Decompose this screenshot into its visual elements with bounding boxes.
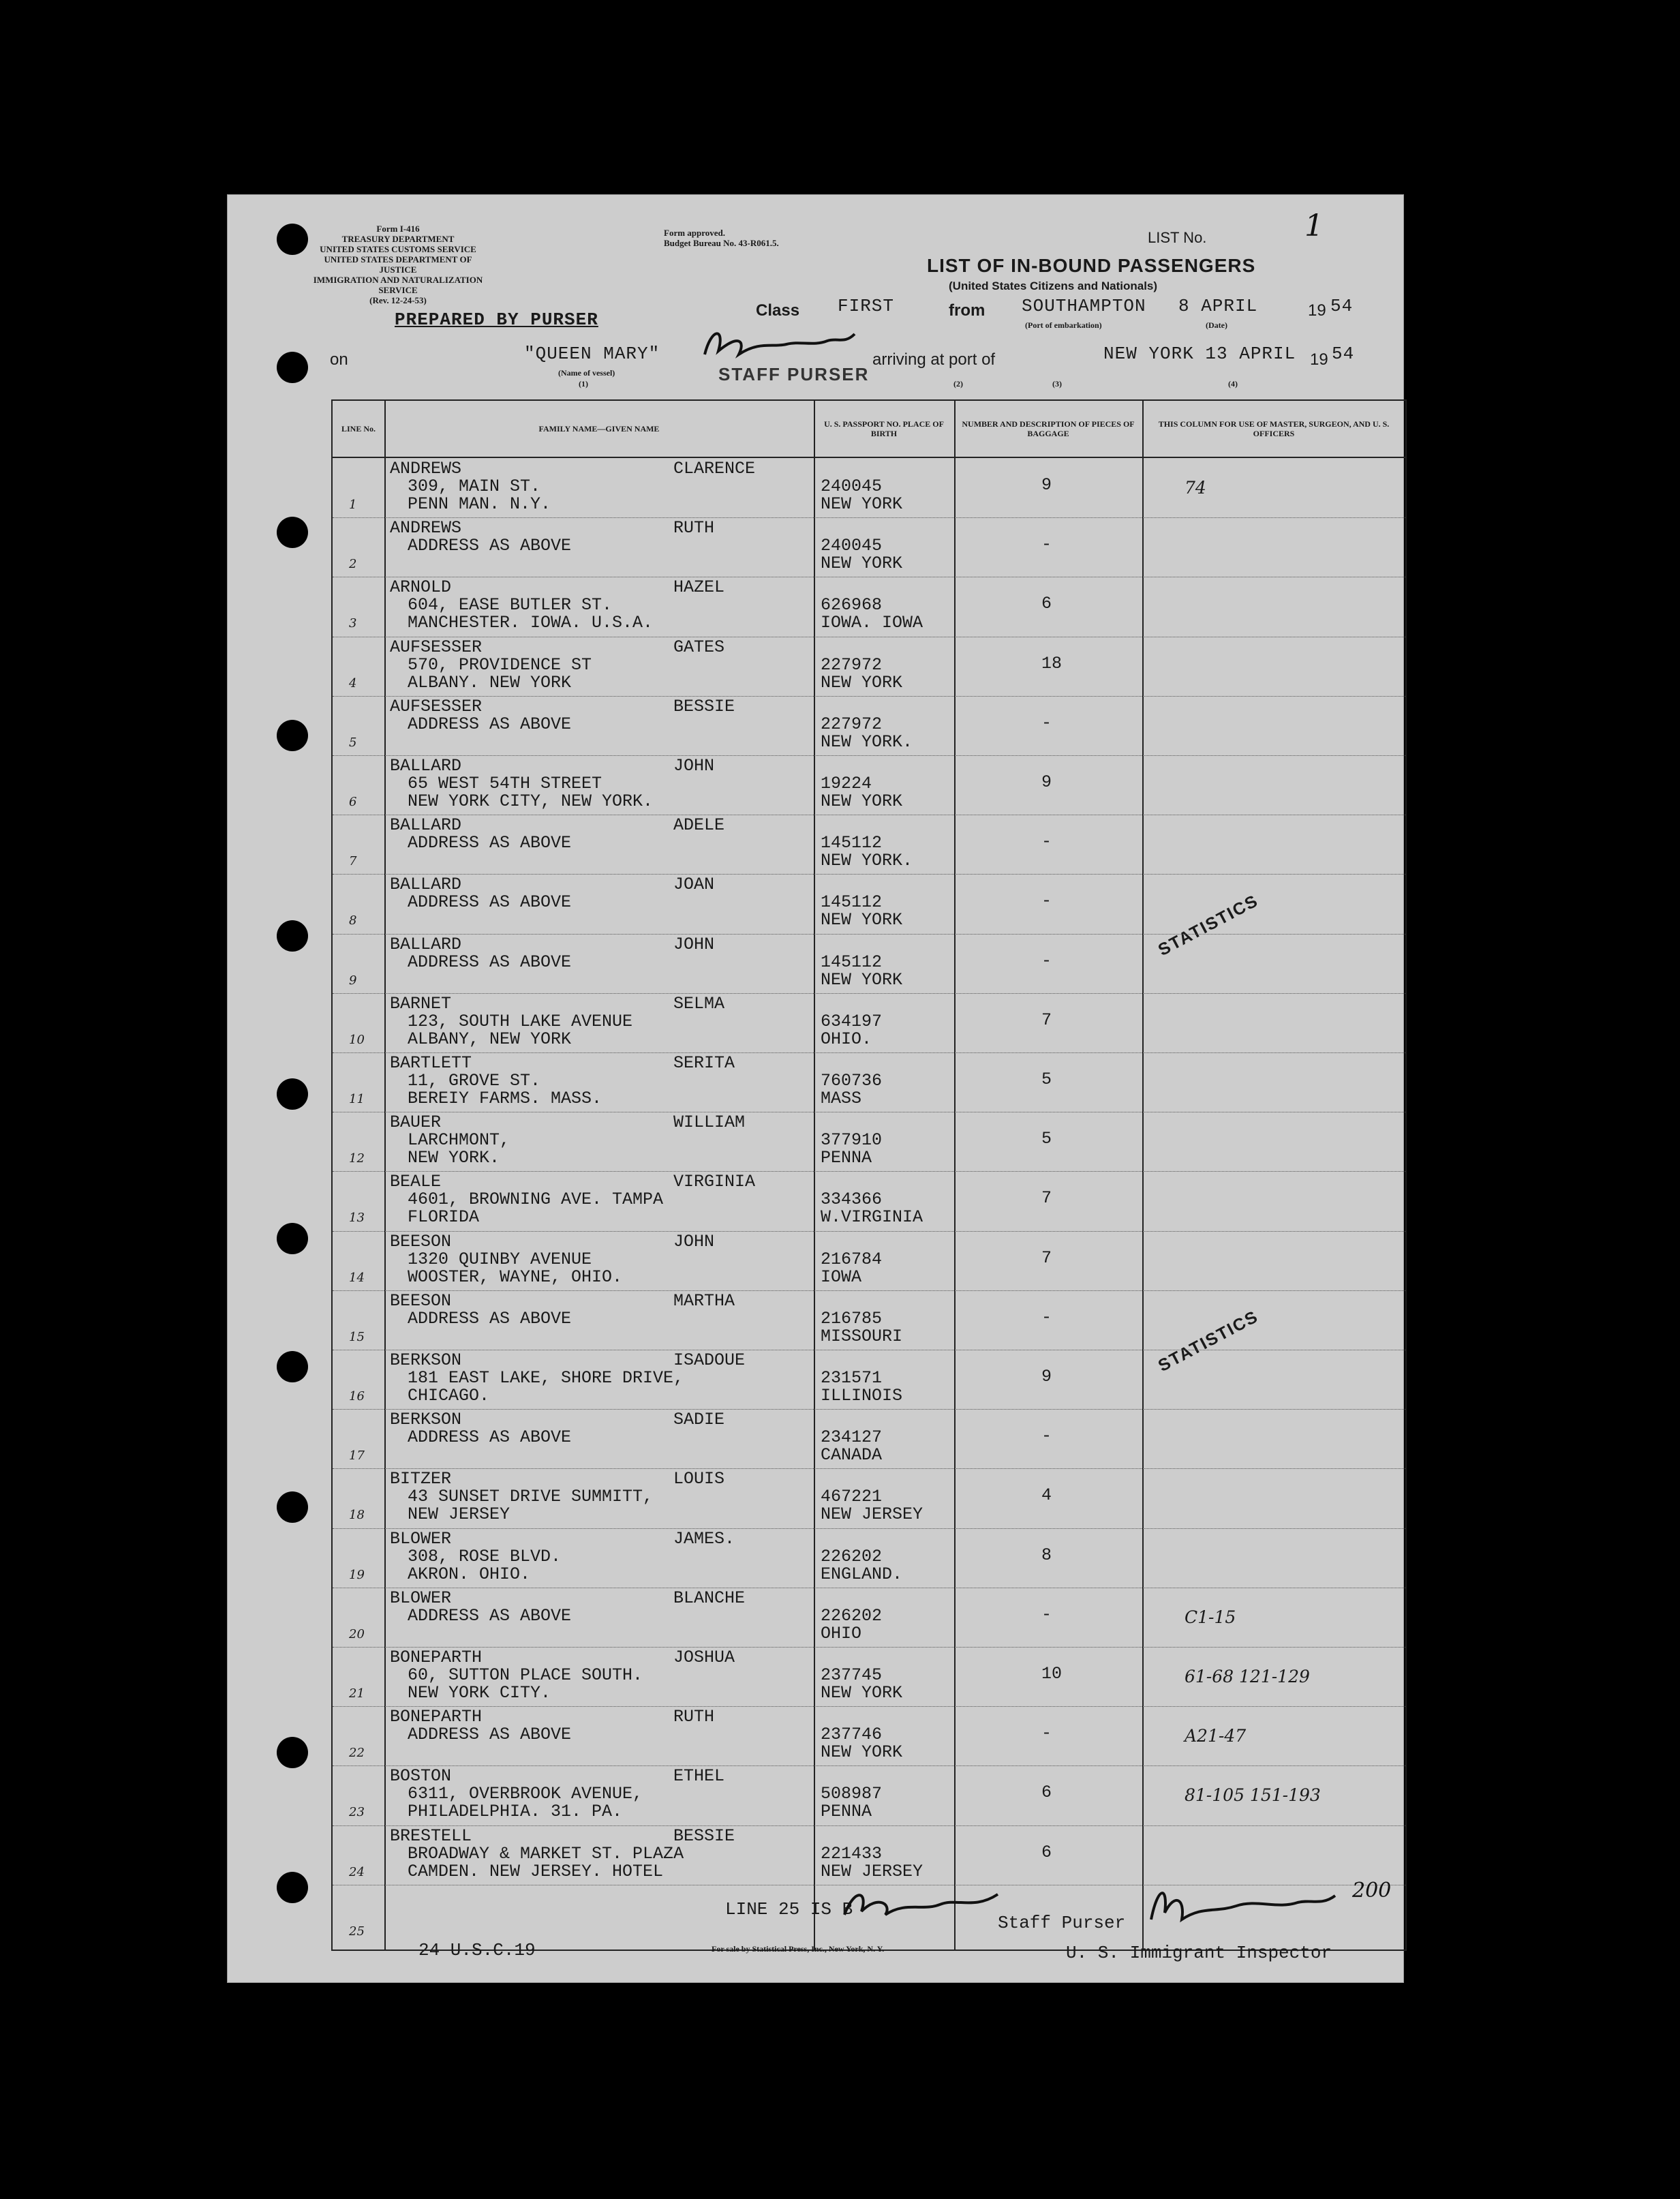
address-line-1: 123, SOUTH LAKE AVENUE bbox=[408, 1011, 633, 1031]
family-name: BERKSON bbox=[390, 1350, 462, 1370]
place-of-birth: NEW YORK bbox=[821, 910, 903, 930]
place-of-birth: NEW YORK bbox=[821, 553, 903, 574]
passport-number: 221433 bbox=[821, 1843, 883, 1864]
place-of-birth: NEW YORK bbox=[821, 969, 903, 990]
line-number: 16 bbox=[349, 1389, 365, 1404]
baggage-count: - bbox=[1041, 1307, 1052, 1327]
col-header-officers: THIS COLUMN FOR USE OF MASTER, SURGEON, AND U. S. OFFICERS bbox=[1158, 419, 1390, 438]
given-name: JAMES. bbox=[673, 1528, 735, 1549]
line-number: 12 bbox=[349, 1151, 365, 1166]
family-name: BEESON bbox=[390, 1290, 452, 1311]
family-name: AUFSESSER bbox=[390, 637, 483, 657]
row-divider bbox=[333, 993, 1405, 994]
passport-number: 216785 bbox=[821, 1308, 883, 1329]
handwritten-amount: 200 bbox=[1352, 1879, 1392, 1902]
press-credit: For sale by Statistical Press, Inc., New York, N. Y. bbox=[712, 1944, 885, 1954]
place-of-birth: NEW YORK bbox=[821, 494, 903, 514]
line-number: 23 bbox=[349, 1805, 365, 1820]
place-of-birth: ILLINOIS bbox=[821, 1386, 903, 1406]
place-of-birth: IOWA. IOWA bbox=[821, 613, 923, 633]
address-line-1: ADDRESS AS ABOVE bbox=[408, 952, 572, 972]
address-line-1: ADDRESS AS ABOVE bbox=[408, 1605, 572, 1626]
vessel-caption: (Name of vessel) bbox=[558, 368, 615, 378]
family-name: BEESON bbox=[390, 1231, 452, 1252]
passport-number: 226202 bbox=[821, 1546, 883, 1566]
passport-number: 508987 bbox=[821, 1784, 883, 1804]
line-number: 7 bbox=[349, 854, 357, 869]
binder-hole bbox=[277, 1078, 308, 1110]
line-number: 17 bbox=[349, 1449, 365, 1464]
officer-note: 81-105 151-193 bbox=[1185, 1785, 1321, 1806]
address-line-1: 309, MAIN ST. bbox=[408, 476, 541, 496]
col-header-name: FAMILY NAME—GIVEN NAME bbox=[538, 424, 660, 434]
family-name: ANDREWS bbox=[390, 518, 462, 539]
officer-note: 61-68 121-129 bbox=[1185, 1667, 1310, 1686]
address-line-2: ALBANY. NEW YORK bbox=[408, 672, 572, 693]
passport-number: 634197 bbox=[821, 1011, 883, 1031]
arrival-port-date: NEW YORK 13 APRIL bbox=[1103, 344, 1296, 364]
place-of-birth: MASS bbox=[821, 1089, 862, 1108]
given-name: ISADOUE bbox=[673, 1350, 746, 1370]
passport-number: 626968 bbox=[821, 595, 883, 616]
given-name: CLARENCE bbox=[673, 459, 756, 479]
place-of-birth: PENNA bbox=[821, 1148, 872, 1168]
baggage-count: 7 bbox=[1041, 1188, 1052, 1209]
line-number: 11 bbox=[349, 1092, 365, 1106]
staff-purser-stamp: STAFF PURSER bbox=[718, 364, 870, 384]
address-line-1: 1320 QUINBY AVENUE bbox=[408, 1249, 592, 1269]
caption-1: (1) bbox=[579, 379, 588, 389]
line-number: 6 bbox=[349, 795, 357, 809]
baggage-count: - bbox=[1041, 1426, 1052, 1446]
family-name: BERKSON bbox=[390, 1410, 462, 1430]
given-name: JOSHUA bbox=[673, 1648, 735, 1667]
passport-number: 377910 bbox=[821, 1130, 883, 1151]
vessel-name: "QUEEN MARY" bbox=[524, 344, 660, 364]
baggage-count: 9 bbox=[1041, 1367, 1052, 1386]
baggage-count: 6 bbox=[1041, 1842, 1052, 1862]
row-divider bbox=[333, 1290, 1405, 1291]
place-of-birth: IOWA bbox=[821, 1267, 862, 1287]
document-title: LIST OF IN-BOUND PASSENGERS bbox=[927, 255, 1256, 276]
given-name: RUTH bbox=[673, 1707, 715, 1727]
line-number: 5 bbox=[349, 735, 357, 750]
family-name: BITZER bbox=[390, 1469, 452, 1489]
address-line-1: ADDRESS AS ABOVE bbox=[408, 1308, 572, 1329]
family-name: BOSTON bbox=[390, 1766, 452, 1787]
passport-number: 19224 bbox=[821, 774, 872, 793]
address-line-1: 570, PROVIDENCE ST bbox=[408, 654, 592, 675]
row-divider bbox=[333, 1706, 1405, 1707]
caption-3: (3) bbox=[1052, 379, 1062, 389]
passport-number: 237745 bbox=[821, 1665, 883, 1685]
row-divider bbox=[333, 755, 1405, 756]
address-line-1: 604, EASE BUTLER ST. bbox=[408, 595, 613, 616]
address-line-1: 4601, BROWNING AVE. TAMPA bbox=[408, 1189, 664, 1210]
list-no-value: 1 bbox=[1304, 209, 1324, 243]
baggage-count: - bbox=[1041, 712, 1052, 733]
row-divider bbox=[333, 1231, 1405, 1232]
place-of-birth: MISSOURI bbox=[821, 1326, 903, 1346]
place-of-birth: NEW YORK bbox=[821, 1683, 903, 1703]
line-number: 21 bbox=[349, 1686, 365, 1701]
passport-number: 760736 bbox=[821, 1071, 883, 1091]
family-name: ANDREWS bbox=[390, 459, 462, 479]
line-number: 3 bbox=[349, 616, 357, 631]
family-name: BLOWER bbox=[390, 1528, 452, 1549]
family-name: BALLARD bbox=[390, 756, 462, 776]
passport-number: 334366 bbox=[821, 1189, 883, 1210]
arrival-year: 54 bbox=[1332, 344, 1355, 364]
place-of-birth: NEW JERSEY bbox=[821, 1504, 923, 1525]
address-line-2: CHICAGO. bbox=[408, 1386, 490, 1406]
row-divider bbox=[333, 1052, 1405, 1053]
row-divider bbox=[333, 1765, 1405, 1766]
baggage-count: - bbox=[1041, 1604, 1052, 1624]
line-number: 20 bbox=[349, 1626, 365, 1641]
given-name: BESSIE bbox=[673, 1825, 735, 1846]
given-name: JOHN bbox=[673, 934, 715, 954]
place-of-birth: NEW YORK. bbox=[821, 731, 913, 752]
passport-number: 240045 bbox=[821, 476, 883, 496]
row-divider bbox=[333, 1825, 1405, 1826]
baggage-count: 9 bbox=[1041, 772, 1052, 792]
given-name: BESSIE bbox=[673, 696, 735, 716]
form-approval: Form approved. Budget Bureau No. 43-R061.5. bbox=[664, 228, 779, 248]
address-line-2: NEW YORK CITY. bbox=[408, 1683, 551, 1703]
place-of-birth: OHIO bbox=[821, 1623, 862, 1643]
passport-number: 240045 bbox=[821, 536, 883, 556]
line-number: 13 bbox=[349, 1211, 365, 1226]
address-line-2: PENN MAN. N.Y. bbox=[408, 494, 551, 514]
given-name: ETHEL bbox=[673, 1766, 725, 1787]
line-number: 18 bbox=[349, 1508, 365, 1523]
address-line-1: 6311, OVERBROOK AVENUE, bbox=[408, 1784, 643, 1804]
law-reference: 24 U.S.C.19 bbox=[418, 1940, 536, 1960]
passport-number: 145112 bbox=[821, 952, 883, 972]
address-line-2: WOOSTER, WAYNE, OHIO. bbox=[408, 1267, 623, 1287]
passport-number: 216784 bbox=[821, 1249, 883, 1269]
place-of-birth: CANADA bbox=[821, 1445, 883, 1466]
passport-number: 467221 bbox=[821, 1487, 883, 1507]
baggage-count: - bbox=[1041, 950, 1052, 971]
family-name: BONEPARTH bbox=[390, 1707, 483, 1727]
family-name: BALLARD bbox=[390, 815, 462, 836]
address-line-1: BROADWAY & MARKET ST. PLAZA bbox=[408, 1843, 684, 1864]
address-line-1: 308, ROSE BLVD. bbox=[408, 1546, 562, 1566]
passport-number: 145112 bbox=[821, 892, 883, 913]
address-line-1: ADDRESS AS ABOVE bbox=[408, 536, 572, 556]
document-page bbox=[227, 194, 1404, 1983]
place-of-birth: NEW YORK bbox=[821, 1742, 903, 1763]
address-line-2: ALBANY, NEW YORK bbox=[408, 1029, 572, 1049]
row-divider bbox=[333, 1409, 1405, 1410]
baggage-count: 9 bbox=[1041, 475, 1052, 495]
baggage-count: 7 bbox=[1041, 1010, 1052, 1030]
inspector-label: U. S. Immigrant Inspector bbox=[1066, 1943, 1332, 1963]
baggage-count: 6 bbox=[1041, 594, 1052, 614]
col-header-line: LINE No. bbox=[341, 424, 376, 434]
passport-number: 226202 bbox=[821, 1605, 883, 1626]
passport-number: 227972 bbox=[821, 714, 883, 734]
given-name: GATES bbox=[673, 637, 725, 657]
baggage-count: 6 bbox=[1041, 1783, 1052, 1803]
family-name: ARNOLD bbox=[390, 577, 452, 598]
date-caption: (Date) bbox=[1206, 320, 1227, 330]
row-divider bbox=[333, 517, 1405, 518]
staff-purser-label: Staff Purser bbox=[998, 1913, 1126, 1933]
passport-number: 227972 bbox=[821, 654, 883, 675]
passport-number: 231571 bbox=[821, 1368, 883, 1388]
given-name: VIRGINIA bbox=[673, 1172, 756, 1192]
given-name: WILLIAM bbox=[673, 1112, 746, 1133]
passport-number: 237746 bbox=[821, 1725, 883, 1745]
address-line-2: BEREIY FARMS. MASS. bbox=[408, 1089, 602, 1108]
line-number: 14 bbox=[349, 1270, 365, 1285]
address-line-1: 11, GROVE ST. bbox=[408, 1071, 541, 1091]
line-number: 15 bbox=[349, 1329, 365, 1344]
passport-number: 145112 bbox=[821, 833, 883, 853]
given-name: BLANCHE bbox=[673, 1588, 746, 1608]
line-number: 25 bbox=[349, 1924, 365, 1939]
line25-note: LINE 25 IS B bbox=[725, 1899, 853, 1920]
address-line-1: ADDRESS AS ABOVE bbox=[408, 714, 572, 734]
binder-hole bbox=[277, 1351, 308, 1382]
col-header-passport: U. S. PASSPORT NO. PLACE OF BIRTH bbox=[824, 419, 944, 438]
family-name: BARTLETT bbox=[390, 1053, 472, 1073]
address-line-1: 43 SUNSET DRIVE SUMMITT, bbox=[408, 1487, 654, 1507]
line-number: 10 bbox=[349, 1032, 365, 1047]
binder-hole bbox=[277, 1872, 308, 1903]
binder-hole bbox=[277, 517, 308, 548]
line-number: 1 bbox=[349, 498, 357, 512]
line-number: 4 bbox=[349, 676, 357, 691]
passenger-table bbox=[331, 399, 1407, 1951]
row-divider bbox=[333, 1468, 1405, 1469]
col-header-baggage: NUMBER AND DESCRIPTION OF PIECES OF BAGGAGE bbox=[962, 419, 1135, 438]
officer-note: STATISTICS bbox=[1155, 890, 1262, 960]
from-label: from bbox=[949, 301, 986, 320]
family-name: AUFSESSER bbox=[390, 696, 483, 716]
given-name: SERITA bbox=[673, 1053, 735, 1073]
binder-hole bbox=[277, 1223, 308, 1254]
baggage-count: 10 bbox=[1041, 1664, 1063, 1684]
address-line-1: ADDRESS AS ABOVE bbox=[408, 833, 572, 853]
row-divider bbox=[333, 696, 1405, 697]
line-number: 19 bbox=[349, 1567, 365, 1582]
given-name: LOUIS bbox=[673, 1469, 725, 1489]
address-line-1: ADDRESS AS ABOVE bbox=[408, 892, 572, 913]
caption-4: (4) bbox=[1228, 379, 1238, 389]
line-number: 9 bbox=[349, 973, 357, 988]
inspector-signature bbox=[1148, 1879, 1339, 1939]
embark-year: 54 bbox=[1330, 296, 1354, 316]
address-line-2: FLORIDA bbox=[408, 1207, 480, 1228]
prepared-by: PREPARED BY PURSER bbox=[395, 309, 598, 330]
form-agency-block: Form I-416 TREASURY DEPARTMENT UNITED STATES CUSTOMS SERVICE UNITED STATES DEPARTMENT OF JUSTICE IMMIGRATION AND NATURALIZATION SERVICE (Rev. 12-24-53) bbox=[313, 224, 483, 305]
baggage-count: - bbox=[1041, 891, 1052, 911]
family-name: BRESTELL bbox=[390, 1825, 472, 1846]
embark-year-prefix: 19 bbox=[1308, 301, 1326, 320]
class-value: FIRST bbox=[838, 296, 895, 316]
line-number: 24 bbox=[349, 1864, 365, 1879]
address-line-1: 181 EAST LAKE, SHORE DRIVE, bbox=[408, 1368, 684, 1388]
baggage-count: 8 bbox=[1041, 1545, 1052, 1565]
line-number: 22 bbox=[349, 1746, 365, 1761]
officer-note: STATISTICS bbox=[1155, 1307, 1262, 1376]
binder-hole bbox=[277, 224, 308, 255]
officer-note: A21-47 bbox=[1185, 1726, 1247, 1746]
address-line-2: NEW JERSEY bbox=[408, 1504, 510, 1525]
place-of-birth: NEW YORK bbox=[821, 672, 903, 693]
binder-hole bbox=[277, 1491, 308, 1523]
place-of-birth: PENNA bbox=[821, 1802, 872, 1822]
row-divider bbox=[333, 874, 1405, 875]
row-divider bbox=[333, 1647, 1405, 1648]
family-name: BAUER bbox=[390, 1112, 442, 1133]
baggage-count: 7 bbox=[1041, 1247, 1052, 1268]
address-line-2: NEW YORK CITY, NEW YORK. bbox=[408, 791, 654, 811]
given-name: MARTHA bbox=[673, 1290, 735, 1311]
document-subtitle: (United States Citizens and Nationals) bbox=[949, 279, 1158, 292]
given-name: ADELE bbox=[673, 815, 725, 836]
officer-note: 74 bbox=[1185, 478, 1206, 498]
baggage-count: - bbox=[1041, 534, 1052, 555]
family-name: BEALE bbox=[390, 1172, 442, 1192]
family-name: BARNET bbox=[390, 993, 452, 1014]
address-line-2: PHILADELPHIA. 31. PA. bbox=[408, 1802, 623, 1822]
address-line-1: ADDRESS AS ABOVE bbox=[408, 1427, 572, 1448]
given-name: JOHN bbox=[673, 1231, 715, 1252]
purser-signature-footer bbox=[841, 1884, 1005, 1932]
address-line-2: MANCHESTER. IOWA. U.S.A. bbox=[408, 613, 654, 633]
place-of-birth: NEW YORK. bbox=[821, 851, 913, 871]
given-name: SELMA bbox=[673, 993, 725, 1014]
on-label: on bbox=[330, 350, 348, 369]
baggage-count: - bbox=[1041, 832, 1052, 852]
baggage-count: - bbox=[1041, 1723, 1052, 1744]
binder-hole bbox=[277, 1737, 308, 1768]
baggage-count: 5 bbox=[1041, 1070, 1052, 1089]
row-divider bbox=[333, 1528, 1405, 1529]
place-of-birth: ENGLAND. bbox=[821, 1564, 903, 1584]
caption-2: (2) bbox=[953, 379, 963, 389]
address-line-1: 60, SUTTON PLACE SOUTH. bbox=[408, 1665, 643, 1685]
list-no-label: LIST No. bbox=[1148, 229, 1207, 246]
family-name: BALLARD bbox=[390, 934, 462, 954]
family-name: BONEPARTH bbox=[390, 1648, 483, 1667]
line-number: 2 bbox=[349, 557, 357, 572]
address-line-2: AKRON. OHIO. bbox=[408, 1564, 531, 1584]
baggage-count: 5 bbox=[1041, 1129, 1052, 1149]
given-name: RUTH bbox=[673, 518, 715, 539]
baggage-count: 4 bbox=[1041, 1485, 1052, 1506]
line-number: 8 bbox=[349, 913, 357, 928]
family-name: BLOWER bbox=[390, 1588, 452, 1608]
given-name: JOAN bbox=[673, 875, 715, 895]
address-line-2: NEW YORK. bbox=[408, 1148, 500, 1168]
embark-date: 8 APRIL bbox=[1178, 296, 1258, 316]
given-name: SADIE bbox=[673, 1410, 725, 1430]
place-of-birth: W.VIRGINIA bbox=[821, 1207, 923, 1228]
class-label: Class bbox=[756, 301, 800, 320]
place-of-birth: OHIO. bbox=[821, 1029, 872, 1049]
row-divider bbox=[333, 1171, 1405, 1172]
baggage-count: 18 bbox=[1041, 653, 1063, 673]
binder-hole bbox=[277, 920, 308, 952]
arriving-label: arriving at port of bbox=[872, 350, 996, 369]
address-line-1: 65 WEST 54TH STREET bbox=[408, 774, 602, 793]
place-of-birth: NEW JERSEY bbox=[821, 1861, 923, 1881]
family-name: BALLARD bbox=[390, 875, 462, 895]
address-line-1: LARCHMONT, bbox=[408, 1130, 510, 1151]
place-of-birth: NEW YORK bbox=[821, 791, 903, 811]
row-divider bbox=[333, 934, 1405, 935]
address-line-1: ADDRESS AS ABOVE bbox=[408, 1725, 572, 1745]
port-caption: (Port of embarkation) bbox=[1025, 320, 1102, 330]
from-value: SOUTHAMPTON bbox=[1022, 296, 1146, 316]
officer-note: C1-15 bbox=[1185, 1607, 1236, 1627]
passport-number: 234127 bbox=[821, 1427, 883, 1448]
given-name: HAZEL bbox=[673, 577, 725, 598]
given-name: JOHN bbox=[673, 756, 715, 776]
arrival-year-prefix: 19 bbox=[1310, 350, 1328, 369]
binder-hole bbox=[277, 720, 308, 751]
binder-hole bbox=[277, 352, 308, 383]
address-line-2: CAMDEN. NEW JERSEY. HOTEL bbox=[408, 1861, 664, 1881]
